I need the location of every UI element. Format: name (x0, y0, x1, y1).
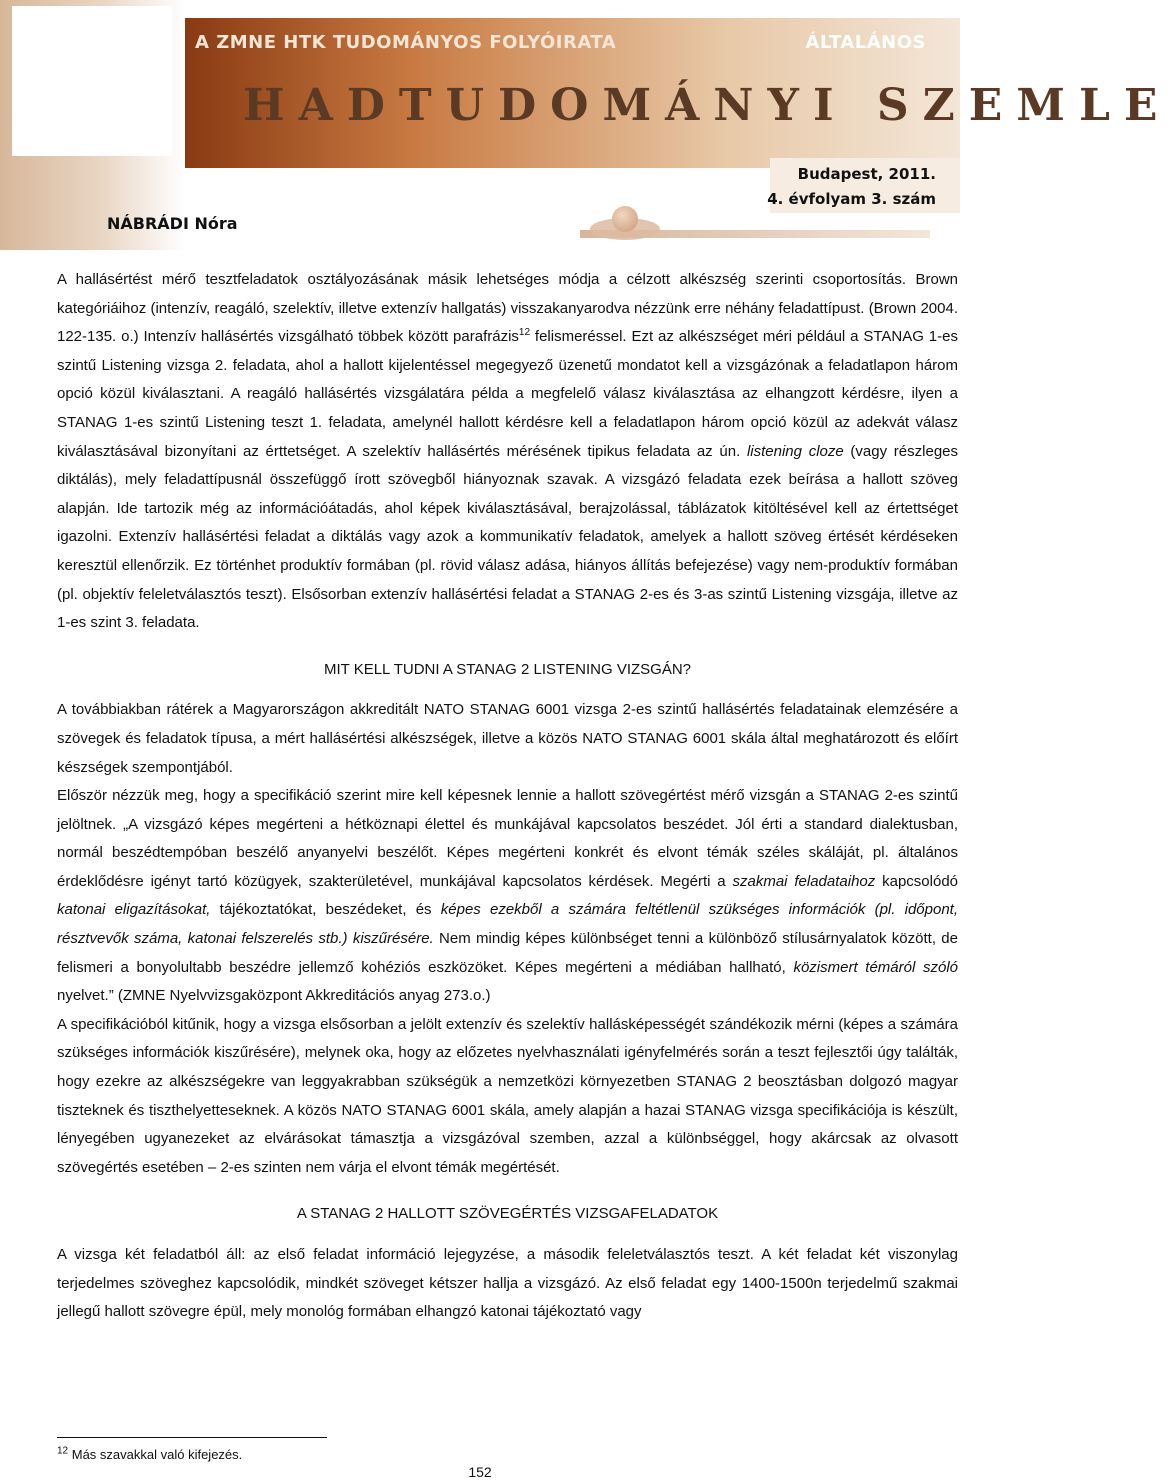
footnote-ref: 12 (518, 327, 531, 339)
italic-term: katonai eligazításokat, (57, 901, 211, 919)
footnote-divider (57, 1437, 327, 1438)
section-title-2: A STANAG 2 HALLOTT SZÖVEGÉRTÉS VIZSGAFELADATOK (296, 1205, 719, 1223)
footnote (57, 1447, 242, 1462)
journal-title: HADTUDOMÁNYI SZEMLE (243, 80, 1171, 131)
text-run: nyelvet.” (ZMNE Nyelvvizsgaközpont Akkreditációs anyag 273.o.) (57, 987, 491, 1005)
italic-term: listening cloze (746, 442, 844, 460)
paragraph-3 (57, 782, 958, 1011)
place-date: Budapest, 2011. (797, 165, 936, 183)
paragraph-4: A specifikációból kitűnik, hogy a vizsga elsősorban a jelölt extenzív és szelektív hallásképességét szándékozik mérni (képes a számára szükséges információk kiszűrésére), melynek oka, hogy az előzetes nyelvhasználati igényfelmérés során a teszt fejlesztői úgy találták, hogy ezekre az alkészségekre van leggyakrabban szükségük a nemzetközi környezetben STANAG 2 beosztásban dolgozó magyar tiszteknek és tiszthelyetteseknek. A közös NATO STANAG 6001 skála, amely alapján a hazai STANAG vizsga specifikációja is készült, lényegében ugyanezeket az elvárásokat támasztja a vizsgázóval szemben, azzal a különbséggel, hogy akárcsak az olvasott szövegértés esetében – 2-es szinten nem várja el elvont témák megértését. (57, 1015, 958, 1176)
italic-term: közismert témáról szóló (793, 958, 958, 976)
header-white-box (12, 6, 172, 156)
journal-header (0, 0, 1171, 250)
page-number: 152 (468, 1464, 492, 1480)
text-run: felismeréssel. Ezt az alkészséget méri például a STANAG 1-es szintű Listening vizsga 2. feladata, ahol a hallott kijelentéssel megegyező üzenetű mondatot kell a vizsgázónak a feladatlapon három opció közül kiválasztani. A reagáló hallásértés vizsgálatára példa a megfelelő válasz kiválasztása az elhangzott kérdésre, ilyen a STANAG 1-es szintű Listening teszt 1. feladata, amelynél hallott kérdésre kell a feladatlapon három opció közül az adekvát válasz kiválasztásával bizonyítani az érttetséget. A szelektív hallásértés mérésének tipikus feladata az ún. (57, 328, 958, 460)
footnote-number: 12 (57, 1445, 69, 1457)
italic-term: képes ezekből a számára feltétlenül szükséges információk (pl. időpont, résztvevők száma, katonai felszerelés stb.) kiszűrésére. (57, 901, 958, 948)
text-run: tájékoztatókat, beszédeket, és (210, 901, 441, 919)
text-run: A hallásértést mérő tesztfeladatok osztályozásának másik lehetséges módja a célzott alkészség szerinti csoportosítás. Brown kategóriáihoz (intenzív, reagáló, szelektív, illetve extenzív hallgatás) visszakanyarodva nézzünk erre néhány feladattípust. (Brown 2004. 122-135. o.) Intenzív hallásértés vizsgálható többek között parafrázis (57, 271, 958, 346)
section-title-1: MIT KELL TUDNI A STANAG 2 LISTENING VIZSGÁN? (323, 660, 692, 678)
category-label: ÁLTALÁNOS (805, 32, 926, 53)
text-run: Nem mindig képes különbséget tenni a különböző stílusárnyalatok között, de felismeri a bonyolultabb beszédre jellemző kohéziós eszközöket. Képes megérteni a médiában hallható, (57, 930, 958, 976)
issue-info (767, 162, 936, 212)
text-run: kapcsolódó (875, 872, 959, 890)
paragraph-5: A vizsga két feladatból áll: az első feladat információ lejegyzése, a második feleletválasztós teszt. A két feladat két viszonylag terjedelmes szöveghez kapcsolódik, mindkét szöveget kétszer hallja a vizsgázó. Az első feladat egy 1400-1500n terjedelmű szakmai jellegű hallott szövegre épül, mely monológ formában elhangzó katonai tájékoztató vagy (57, 1246, 958, 1321)
journal-series: A ZMNE HTK TUDOMÁNYOS FOLYÓIRATA (195, 32, 617, 53)
volume-issue: 4. évfolyam 3. szám (767, 190, 936, 208)
decorative-ball-icon (612, 206, 638, 232)
text-run: (vagy részleges diktálás), mely feladattípusnál összefüggő írott szövegből hiányoznak szavak. A vizsgázó feladata ezek beírása a hallott szöveg alapján. Ide tartozik még az információátadás, ahol képek kiválasztásával, berajzolással, táblázatok kitöltésével kell az értettséget igazolni. Extenzív hallásértési feladat a diktálás vagy azok a kommunikatív feladatok, amelyek a hallott szöveg értését kérdéseken keresztül ellenőrzik. Ez történhet produktív formában (pl. rövid válasz adása, hiányos állítás befejezése) vagy nem-produktív formában (pl. objektív feleletválasztós teszt). Elsősorban extenzív hallásértési feladat a STANAG 2-es és 3-as szintű Listening vizsgája, illetve az 1-es szint 3. feladata. (57, 442, 959, 632)
author-name: NÁBRÁDI Nóra (107, 214, 238, 233)
text-run: Először nézzük meg, hogy a specifikáció szerint mire kell képesnek lennie a hallott szövegértést mérő vizsgán a STANAG 2-es szintű jelöltnek. „A vizsgázó képes megérteni a hétköznapi élettel és munkájával kapcsolatos beszédet. Jól érti a standard dialektusban, normál beszédtempóban beszélő anyanyelvi beszélőt. Képes megérteni konkrét és elvont témák széles skáláját, pl. általános érdeklődésre igényt tartó közügyek, szakterületével, munkájával kapcsolatos kérdések. Megérti a (57, 787, 958, 890)
paragraph-2: A továbbiakban rátérek a Magyarországon akkreditált NATO STANAG 6001 vizsga 2-es szintű hallásértés feladatainak elemzésére a szövegek és feladatok típusa, a mért hallásértési alkészségek, illetve a közös NATO STANAG 6001 skála által meghatározott és előírt készségek szempontjából. (57, 701, 958, 776)
paragraph-1 (57, 266, 958, 638)
article-body (57, 266, 958, 1327)
italic-term: szakmai feladataihoz (732, 872, 876, 890)
footnote-text: Más szavakkal való kifejezés. (71, 1447, 243, 1462)
